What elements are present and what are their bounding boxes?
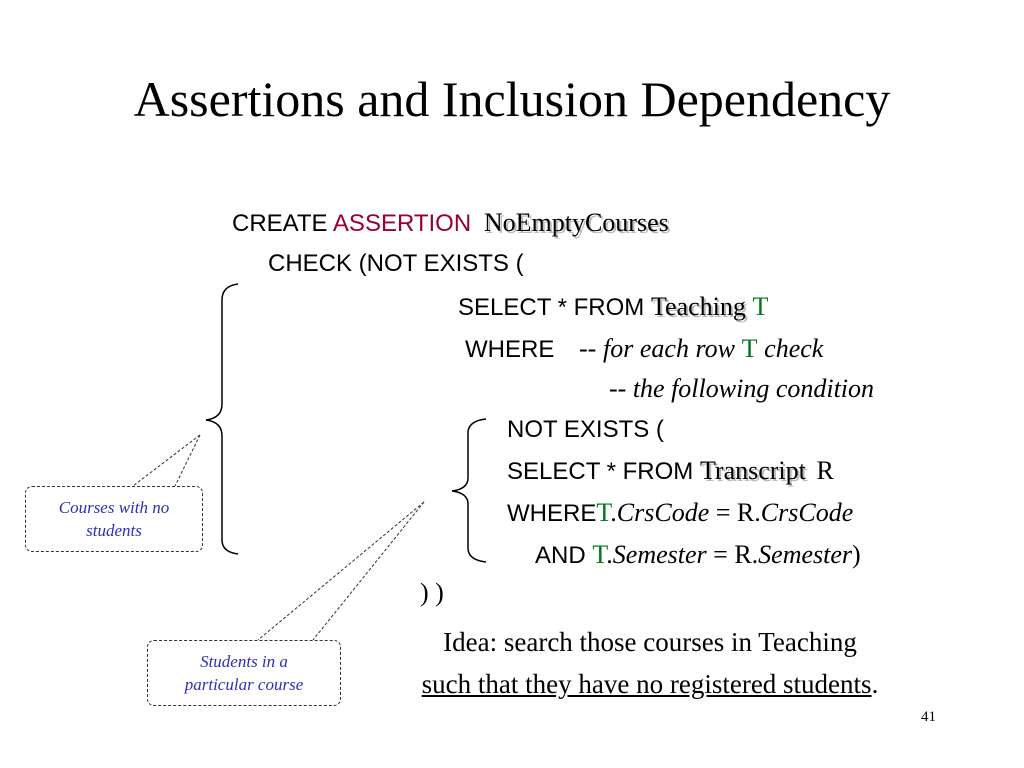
page-number: 41	[921, 709, 936, 725]
column-semester-r: Semester	[758, 540, 853, 569]
select-from-text-2: SELECT * FROM	[507, 458, 694, 485]
callout-courses-line2: students	[86, 521, 142, 540]
dot: .	[610, 498, 617, 527]
inner-brace	[452, 419, 486, 562]
where-keyword-2: WHERE	[507, 500, 597, 527]
and-keyword: AND	[535, 542, 586, 569]
equals-r-2: = R.	[706, 540, 759, 569]
comment-prefix: --	[579, 334, 597, 363]
table-transcript: Transcript	[699, 456, 806, 485]
keyword-assertion: ASSERTION	[332, 210, 472, 237]
students-pointer-line-1	[258, 502, 424, 640]
idea-underlined-text: such that they have no registered students	[421, 669, 872, 699]
assertion-name: NoEmptyCourses	[483, 208, 669, 237]
comment-alias-t: T	[741, 334, 758, 363]
column-semester: Semester	[612, 540, 707, 569]
code-line-closing: ) )	[420, 578, 444, 607]
alias-t: T	[752, 292, 769, 321]
callout-students-line1: Students in a	[200, 652, 288, 671]
select-from-text: SELECT * FROM	[458, 294, 645, 321]
close-paren: )	[852, 540, 861, 569]
alias-t-2: T	[596, 498, 611, 527]
code-line-check: CHECK (NOT EXISTS (	[268, 250, 524, 277]
column-crscode-r: CrsCode	[760, 498, 854, 527]
comment-check: check	[764, 334, 824, 363]
outer-brace	[206, 284, 238, 554]
callout-students-line2: particular course	[184, 675, 304, 694]
alias-t-3: T	[592, 540, 607, 569]
courses-pointer-line-2	[175, 435, 200, 486]
callout-students-in-course	[147, 640, 341, 706]
idea-line-1: Idea: search those courses in Teaching	[443, 627, 857, 657]
column-crscode: CrsCode	[616, 498, 710, 527]
comment-for-each-row: for each row	[603, 334, 735, 363]
alias-r: R	[816, 456, 834, 485]
equals-r: = R.	[709, 498, 761, 527]
students-pointer-line-2	[313, 502, 424, 640]
where-keyword: WHERE	[465, 336, 555, 363]
comment-following-condition: -- the following condition	[609, 374, 875, 403]
callout-courses-line1: Courses with no	[58, 498, 170, 517]
table-teaching: Teaching	[650, 292, 746, 321]
slide-title: Assertions and Inclusion Dependency	[133, 71, 891, 127]
idea-line-2	[320, 664, 980, 704]
dot-2: .	[606, 540, 613, 569]
callout-courses-no-students	[25, 486, 203, 552]
idea-period: .	[871, 669, 879, 699]
courses-pointer-line-1	[133, 435, 200, 486]
keyword-create: CREATE	[232, 210, 328, 237]
code-line-not-exists: NOT EXISTS (	[507, 416, 664, 443]
